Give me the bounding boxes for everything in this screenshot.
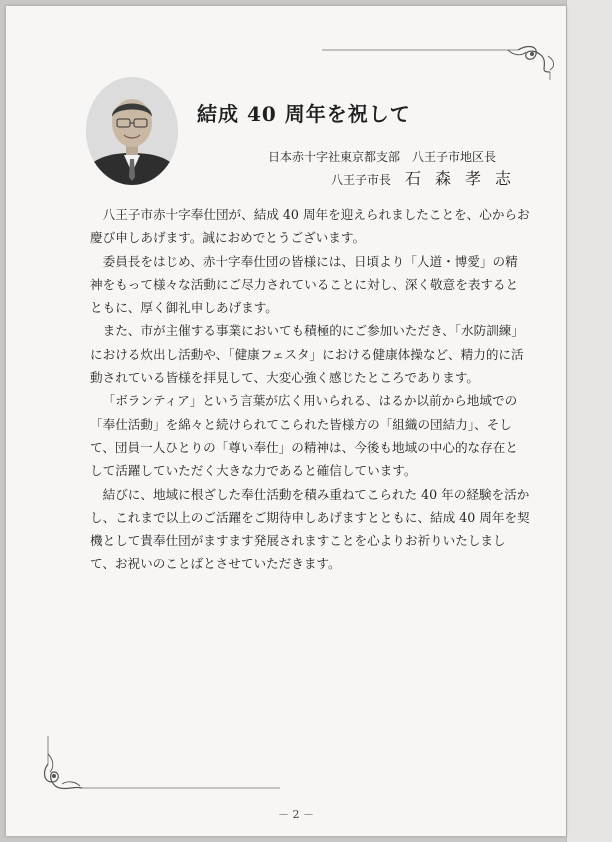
author-portrait xyxy=(86,77,178,185)
paragraph: また、市が主催する事業においても積極的にご参加いただき、「水防訓練」における炊出し活動や、「健康フェスタ」における健康体操など、精力的に活動されている皆様を拝見して、大変心強く感じたところであります。 xyxy=(90,323,524,386)
author-name: 石森孝志 xyxy=(405,169,526,188)
corner-ornament-bottom-left-icon xyxy=(40,736,280,796)
paragraph: 結びに、地域に根ざした奉仕活動を積み重ねてこられた 40 年の経験を活かし、これまで以上のご活躍をご期待申しあげますとともに、結成 40 周年を契機として貴奉仕団がますます発展されますことを心よりお祈りいたしまして、お祝いのことばとさせていただきます。 xyxy=(90,486,530,572)
paragraph: 委員長をはじめ、赤十字奉仕団の皆様には、日頃より「人道・博愛」の精神をもって様々な活動にご尽力されていることに対し、深く敬意を表するとともに、厚く御礼申しあげます。 xyxy=(90,253,519,316)
adjacent-page-edge xyxy=(566,0,612,842)
paragraph: 「ボランティア」という言葉が広く用いられる、はるか以前から地域での「奉仕活動」を綿々と続けられてこられた皆様方の「組織の団結力」、そして、団員一人ひとりの「尊い奉仕」の精神は、今後も地域の中心的な存在として活躍していただく大きな力であると確信しています。 xyxy=(90,393,518,479)
corner-ornament-top-right-icon xyxy=(322,42,558,80)
author-line xyxy=(331,166,525,189)
paragraph: 八王子市赤十字奉仕団が、結成 40 周年を迎えられましたことを、心からお慶び申しあげます。誠におめでとうございます。 xyxy=(90,207,530,246)
message-body xyxy=(90,203,530,576)
page-title: 結成 40 周年を祝して xyxy=(197,102,411,126)
author-affiliation: 日本赤十字社東京都支部 八王子市地区長 xyxy=(268,150,497,164)
document-page xyxy=(6,6,566,836)
page-number: － 2 － xyxy=(278,808,314,821)
author-role: 八王子市長 xyxy=(331,173,392,187)
